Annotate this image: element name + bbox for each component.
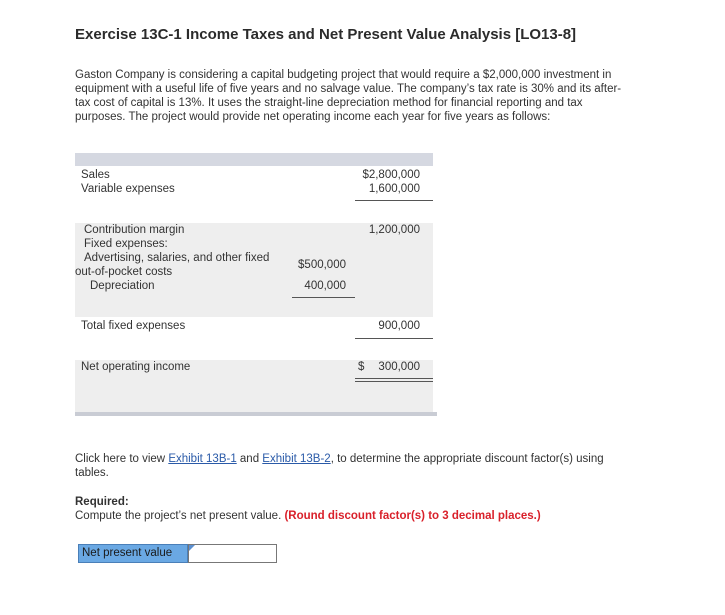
and-text: and bbox=[236, 453, 263, 465]
variable-expenses-value: 1,600,000 bbox=[368, 183, 420, 195]
required-heading: Required: bbox=[75, 496, 129, 508]
net-present-value-label: Net present value bbox=[78, 544, 188, 563]
advertising-value: $500,000 bbox=[298, 259, 346, 271]
advertising-label: Advertising, salaries, and other fixed bbox=[84, 252, 270, 264]
table-header-band bbox=[75, 153, 433, 166]
required-text: Compute the project’s net present value. bbox=[75, 510, 285, 522]
income-statement-table bbox=[75, 153, 433, 416]
sales-value: $2,800,000 bbox=[362, 169, 420, 181]
problem-description: Gaston Company is considering a capital budgeting project that would require a $2,000,000 investment in equipment with a useful life of five years and no salvage value. The company’s tax rate is 30% and its after-tax cost of capital is 13%. It uses the straight-line depreciation method for financial reporting and tax purposes. The project would provide net operating income each year for five years as follows: bbox=[75, 69, 622, 123]
net-operating-income-value: 300,000 bbox=[378, 361, 420, 373]
input-marker-icon bbox=[189, 545, 195, 551]
underline bbox=[355, 338, 433, 339]
required-instruction bbox=[75, 510, 541, 522]
rounding-note: (Round discount factor(s) to 3 decimal places.) bbox=[284, 510, 541, 522]
net-operating-income-dollar: $ bbox=[358, 361, 365, 373]
click-prefix: Click here to view bbox=[75, 453, 169, 465]
table-bottom-bar bbox=[75, 412, 437, 416]
double-underline-top bbox=[355, 378, 433, 379]
double-underline-bottom bbox=[355, 381, 433, 382]
exhibit-13b-2-link[interactable]: Exhibit 13B-2 bbox=[262, 453, 331, 465]
underline bbox=[292, 297, 355, 298]
table-band bbox=[75, 291, 433, 317]
variable-expenses-label: Variable expenses bbox=[81, 183, 175, 195]
contribution-margin-label: Contribution margin bbox=[84, 224, 185, 236]
contribution-margin-value: 1,200,000 bbox=[368, 224, 420, 236]
exhibit-instructions bbox=[75, 452, 635, 480]
exhibit-13b-1-link[interactable]: Exhibit 13B-1 bbox=[168, 453, 237, 465]
depreciation-label: Depreciation bbox=[90, 280, 155, 292]
exercise-title: Exercise 13C-1 Income Taxes and Net Present Value Analysis [LO13-8] bbox=[75, 26, 577, 43]
click-suffix: , to determine the appropriate discount factor(s) using tables. bbox=[75, 453, 604, 479]
total-fixed-expenses-value: 900,000 bbox=[378, 320, 420, 332]
sales-label: Sales bbox=[81, 169, 110, 181]
depreciation-value: 400,000 bbox=[304, 280, 346, 292]
underline bbox=[355, 200, 433, 201]
net-operating-income-label: Net operating income bbox=[81, 361, 191, 373]
fixed-expenses-label: Fixed expenses: bbox=[84, 238, 168, 250]
net-present-value-input[interactable] bbox=[188, 544, 277, 563]
total-fixed-expenses-label: Total fixed expenses bbox=[81, 320, 186, 332]
advertising-label-continued: out-of-pocket costs bbox=[75, 266, 173, 278]
